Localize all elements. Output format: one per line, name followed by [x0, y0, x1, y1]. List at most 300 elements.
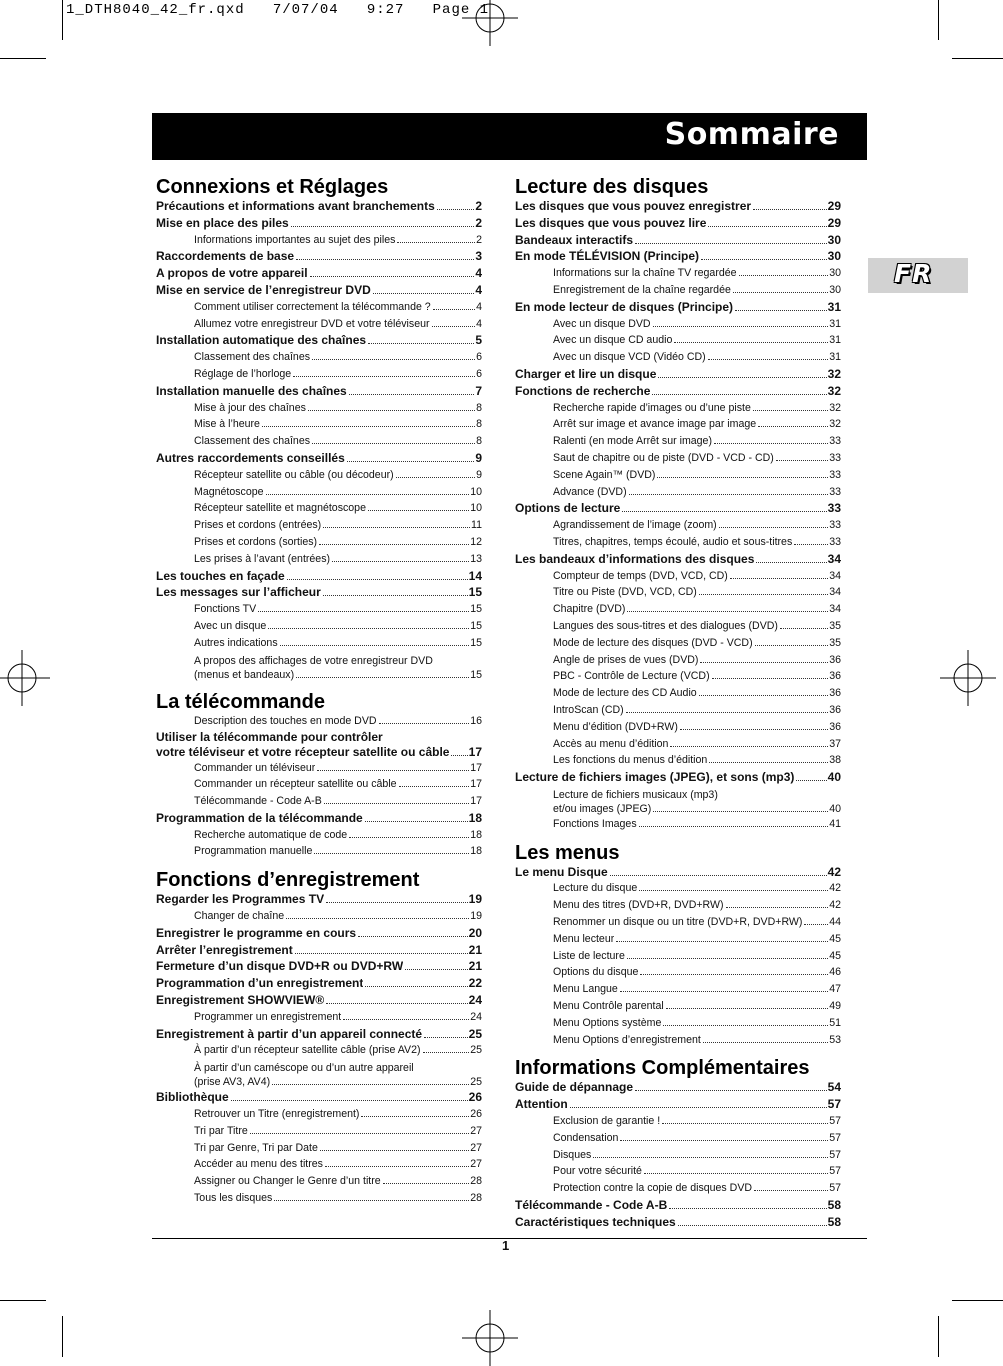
entry-page-number: 24 [468, 993, 482, 1008]
toc-entry[interactable] [515, 299, 841, 316]
toc-entry[interactable] [156, 568, 482, 585]
dot-leader [308, 410, 475, 411]
toc-entry[interactable] [156, 1190, 482, 1207]
dot-leader [262, 426, 475, 427]
toc-entry[interactable] [156, 416, 482, 433]
entry-page-number: 51 [829, 1016, 841, 1029]
entry-page-number: 12 [470, 535, 482, 548]
entry-label: À partir d’un caméscope ou d’un autre appareil [194, 1062, 414, 1075]
entry-label: Pour votre sécurité [553, 1165, 642, 1178]
entry-label: Raccordements de base [156, 249, 295, 264]
toc-entry[interactable] [156, 1173, 482, 1190]
entry-label: Assigner ou Changer le Genre d’un titre [194, 1175, 381, 1188]
toc-entry[interactable] [515, 1015, 841, 1032]
entry-page-number: 32 [829, 401, 841, 414]
dot-leader [644, 1173, 828, 1174]
toc-entry[interactable] [156, 366, 482, 383]
toc-entry[interactable] [156, 400, 482, 417]
toc-section [156, 176, 482, 682]
section-title: Les menus [515, 841, 620, 864]
entry-page-number: 6 [476, 351, 482, 364]
toc-right-column [515, 176, 841, 1231]
dot-leader [755, 645, 829, 646]
toc-entry[interactable] [515, 1163, 841, 1180]
toc-entry[interactable] [515, 383, 841, 400]
crop-mark [0, 1300, 46, 1301]
toc-entry[interactable] [515, 914, 841, 931]
entry-page-number: 16 [470, 714, 482, 727]
entry-page-number: 33 [829, 468, 841, 481]
entry-page-number: 24 [470, 1010, 482, 1023]
entry-label: Bandeaux interactifs [515, 232, 634, 247]
toc-entry[interactable] [156, 1140, 482, 1157]
entry-page-number: 2 [476, 233, 482, 246]
toc-entry[interactable] [515, 282, 841, 299]
dot-leader [730, 578, 828, 579]
entry-label: Programmer un enregistrement [194, 1010, 342, 1023]
toc-entry[interactable] [515, 964, 841, 981]
dot-leader [349, 394, 475, 395]
entry-label: Fonctions Images [553, 817, 637, 830]
entry-page-number: 30 [827, 249, 841, 264]
entry-label: Lecture du disque [553, 882, 638, 895]
toc-entry[interactable] [515, 1130, 841, 1147]
entry-page-number: 32 [827, 366, 841, 381]
entry-page-number: 17 [470, 761, 482, 774]
dot-leader [383, 1183, 470, 1184]
entry-page-number: 31 [829, 334, 841, 347]
entry-page-number: 58 [827, 1214, 841, 1229]
entry-label: Renommer un disque ou un titre (DVD+R, DVD+RW) [553, 916, 803, 929]
toc-entry[interactable] [156, 198, 482, 215]
entry-page-number: 36 [829, 720, 841, 733]
toc-entry[interactable] [156, 729, 482, 759]
toc-entry[interactable] [515, 786, 841, 816]
toc-entry[interactable] [156, 635, 482, 652]
dot-leader [653, 811, 828, 812]
dot-leader [312, 443, 475, 444]
entry-label: Télécommande - Code A-B [515, 1198, 668, 1213]
toc-entry[interactable] [156, 551, 482, 568]
entry-page-number: 46 [829, 966, 841, 979]
entry-page-number: 47 [829, 983, 841, 996]
toc-entry[interactable] [515, 400, 841, 417]
title-banner [152, 113, 867, 160]
crop-mark [938, 1316, 939, 1357]
entry-label: Commander un récepteur satellite ou câble [194, 778, 397, 791]
dot-leader [361, 1116, 469, 1117]
dot-leader [714, 443, 828, 444]
entry-label: Chapitre (DVD) [553, 603, 626, 616]
toc-entry[interactable] [515, 864, 841, 881]
toc-entry[interactable] [156, 500, 482, 517]
dot-leader [423, 1052, 470, 1053]
dot-leader [349, 837, 469, 838]
toc-section [515, 176, 841, 833]
toc-entry[interactable] [156, 713, 482, 730]
dot-leader [286, 918, 469, 919]
dot-leader [280, 645, 470, 646]
toc-entry[interactable] [515, 232, 841, 249]
toc-entry[interactable] [515, 500, 841, 517]
entry-label-continued: et/ou images (JPEG) [553, 802, 652, 815]
entry-label: PBC - Contrôle de Lecture (VCD) [553, 670, 710, 683]
toc-entry[interactable] [156, 282, 482, 299]
toc-entry[interactable] [156, 925, 482, 942]
entry-label: Langues des sous-titres et des dialogues (DVD) [553, 619, 778, 632]
toc-entry[interactable] [515, 568, 841, 585]
entry-page-number: 31 [829, 317, 841, 330]
entry-page-number: 27 [470, 1158, 482, 1171]
dot-leader [396, 477, 475, 478]
registration-mark-left [0, 650, 50, 706]
dot-leader [373, 293, 475, 294]
dot-leader [653, 326, 829, 327]
entry-page-number: 18 [468, 810, 482, 825]
entry-page-number: 34 [827, 551, 841, 566]
toc-entry[interactable] [515, 1147, 841, 1164]
toc-entry[interactable] [515, 467, 841, 484]
dot-leader [323, 527, 470, 528]
entry-page-number: 4 [476, 317, 482, 330]
registration-mark-bottom [462, 1310, 518, 1366]
dot-leader [258, 611, 469, 612]
entry-label: À partir d’un récepteur satellite câble (prise AV2) [194, 1044, 421, 1057]
entry-label-continued: (menus et bandeaux) [194, 668, 295, 681]
entry-label: Lecture de fichiers images (JPEG), et sons (mp3) [515, 770, 795, 785]
crop-mark [952, 1300, 1003, 1301]
dot-leader [753, 410, 828, 411]
entry-page-number: 33 [829, 519, 841, 532]
toc-entry[interactable] [156, 793, 482, 810]
toc-entry[interactable] [156, 618, 482, 635]
entry-page-number: 54 [827, 1080, 841, 1095]
toc-entry[interactable] [515, 349, 841, 366]
toc-entry[interactable] [515, 685, 841, 702]
entry-label: Disques [553, 1148, 592, 1161]
entry-page-number: 33 [829, 451, 841, 464]
entry-label: Protection contre la copie de disques DVD [553, 1182, 753, 1195]
toc-entry[interactable] [515, 601, 841, 618]
toc-entry[interactable] [156, 316, 482, 333]
dot-leader [399, 786, 470, 787]
entry-label: Le menu Disque [515, 864, 608, 879]
dot-leader [629, 494, 829, 495]
dot-leader [794, 544, 828, 545]
toc-entry[interactable] [156, 1009, 482, 1026]
entry-label: Classement des chaînes [194, 351, 311, 364]
toc-entry[interactable] [515, 948, 841, 965]
entry-page-number: 27 [470, 1141, 482, 1154]
entry-page-number: 4 [475, 282, 482, 297]
toc-entry[interactable] [515, 1180, 841, 1197]
entry-page-number: 2 [475, 199, 482, 213]
entry-page-number: 20 [468, 925, 482, 940]
toc-entry[interactable] [156, 517, 482, 534]
entry-page-number: 8 [476, 418, 482, 431]
entry-label: Les fonctions du menus d’édition [553, 754, 708, 767]
toc-entry[interactable] [515, 998, 841, 1015]
toc-entry[interactable] [515, 215, 841, 232]
toc-entry[interactable] [156, 1059, 482, 1089]
entry-label: Utiliser la télécommande pour contrôler [156, 730, 383, 745]
dot-leader [712, 678, 829, 679]
dot-leader [670, 746, 828, 747]
toc-entry[interactable] [156, 1042, 482, 1059]
entry-label: Caractéristiques techniques [515, 1214, 676, 1229]
entry-page-number: 29 [827, 199, 841, 213]
toc-entry[interactable] [515, 897, 841, 914]
dot-leader [323, 595, 468, 596]
dot-leader [293, 376, 475, 377]
dot-leader [266, 494, 470, 495]
dot-leader [287, 579, 468, 580]
toc-entry[interactable] [515, 1214, 841, 1231]
dot-leader [620, 991, 828, 992]
toc-entry[interactable] [156, 1123, 482, 1140]
entry-label: Advance (DVD) [553, 485, 627, 498]
toc-entry[interactable] [156, 215, 482, 232]
entry-label: Les prises à l’avant (entrées) [194, 552, 331, 565]
entry-label: Les disques que vous pouvez enregistrer [515, 199, 752, 213]
toc-entry[interactable] [515, 1079, 841, 1096]
toc-entry[interactable] [515, 752, 841, 769]
entry-label: Recherche automatique de code [194, 828, 348, 841]
toc-entry[interactable] [156, 467, 482, 484]
entry-label: Guide de dépannage [515, 1080, 634, 1095]
entry-page-number: 3 [475, 249, 482, 264]
entry-page-number: 19 [470, 910, 482, 923]
dot-leader [699, 594, 828, 595]
dot-leader [365, 821, 468, 822]
entry-page-number: 34 [829, 569, 841, 582]
entry-page-number: 35 [829, 636, 841, 649]
dot-leader [700, 662, 828, 663]
toc-entry[interactable] [515, 450, 841, 467]
entry-page-number: 15 [470, 636, 482, 649]
entry-page-number: 15 [470, 668, 482, 681]
entry-page-number: 17 [468, 744, 482, 759]
entry-page-number: 7 [475, 383, 482, 398]
toc-entry[interactable] [515, 551, 841, 568]
toc-entry[interactable] [515, 816, 841, 833]
toc-entry[interactable] [156, 760, 482, 777]
entry-label: Fonctions TV [194, 603, 257, 616]
toc-entry[interactable] [515, 931, 841, 948]
entry-page-number: 2 [475, 215, 482, 230]
entry-label: Menu Options système [553, 1016, 662, 1029]
entry-page-number: 10 [470, 502, 482, 515]
dot-leader [666, 1008, 828, 1009]
toc-entry[interactable] [156, 534, 482, 551]
entry-label: Récepteur satellite et magnétoscope [194, 502, 366, 515]
crop-mark [938, 0, 939, 40]
dot-leader [326, 902, 468, 903]
dot-leader [796, 780, 826, 781]
entry-label: Les disques que vous pouvez lire [515, 215, 707, 230]
toc-entry[interactable] [515, 1113, 841, 1130]
toc-entry[interactable] [515, 1032, 841, 1049]
toc-entry[interactable] [156, 332, 482, 349]
entry-page-number: 57 [829, 1165, 841, 1178]
toc-entry[interactable] [515, 584, 841, 601]
dot-leader [343, 1019, 469, 1020]
toc-entry[interactable] [156, 908, 482, 925]
entry-label: Attention [515, 1097, 568, 1112]
entry-label: Comment utiliser correctement la télécommande ? [194, 300, 431, 313]
toc-entry[interactable] [156, 1089, 482, 1106]
entry-page-number: 14 [468, 568, 482, 583]
toc-entry[interactable] [515, 981, 841, 998]
entry-page-number: 37 [829, 737, 841, 750]
entry-page-number: 30 [829, 283, 841, 296]
toc-entry[interactable] [515, 332, 841, 349]
entry-page-number: 10 [470, 485, 482, 498]
entry-page-number: 58 [827, 1198, 841, 1213]
dot-leader [358, 936, 468, 937]
toc-entry[interactable] [515, 769, 841, 786]
toc-entry[interactable] [156, 299, 482, 316]
toc-entry[interactable] [515, 517, 841, 534]
toc-entry[interactable] [515, 433, 841, 450]
toc-entry[interactable] [156, 1026, 482, 1043]
toc-entry[interactable] [515, 1096, 841, 1113]
entry-page-number: 17 [470, 778, 482, 791]
toc-entry[interactable] [156, 248, 482, 265]
toc-entry[interactable] [515, 534, 841, 551]
toc-entry[interactable] [156, 383, 482, 400]
section-title: Connexions et Réglages [156, 176, 389, 198]
toc-entry[interactable] [156, 827, 482, 844]
toc-entry[interactable] [515, 248, 841, 265]
entry-label: Autres raccordements conseillés [156, 450, 345, 465]
entry-page-number: 21 [468, 959, 482, 974]
entry-page-number: 57 [829, 1148, 841, 1161]
entry-page-number: 18 [470, 828, 482, 841]
toc-entry[interactable] [515, 316, 841, 333]
toc-entry[interactable] [515, 736, 841, 753]
entry-label: Changer de chaîne [194, 910, 285, 923]
toc-entry[interactable] [515, 652, 841, 669]
dot-leader [320, 1150, 469, 1151]
dot-leader [622, 511, 826, 512]
entry-page-number: 40 [827, 770, 841, 785]
toc-entry[interactable] [515, 702, 841, 719]
entry-label: Mode de lecture des CD Audio [553, 687, 697, 700]
entry-label: Récepteur satellite ou câble (ou décodeur) [194, 468, 394, 481]
toc-entry[interactable] [156, 601, 482, 618]
entry-label: Installation manuelle des chaînes [156, 383, 347, 398]
entry-label: Ralenti (en mode Arrêt sur image) [553, 435, 712, 448]
dot-leader [754, 1190, 828, 1191]
entry-label: Agrandissement de l’image (zoom) [553, 519, 717, 532]
entry-label: Avec un disque CD audio [553, 334, 673, 347]
toc-entry[interactable] [156, 891, 482, 908]
toc-entry[interactable] [156, 349, 482, 366]
entry-page-number: 5 [475, 333, 482, 348]
entry-page-number: 33 [829, 435, 841, 448]
dot-leader [317, 770, 469, 771]
toc-entry[interactable] [515, 416, 841, 433]
entry-page-number: 31 [829, 351, 841, 364]
entry-label: Menu Options d’enregistrement [553, 1033, 701, 1046]
toc-entry[interactable] [515, 366, 841, 383]
toc-entry[interactable] [515, 880, 841, 897]
dot-leader [657, 477, 828, 478]
entry-page-number: 31 [827, 299, 841, 314]
entry-page-number: 9 [476, 468, 482, 481]
crop-mark [0, 58, 46, 59]
crop-mark [952, 58, 1003, 59]
toc-entry[interactable] [156, 265, 482, 282]
toc-entry[interactable] [156, 942, 482, 959]
entry-page-number: 30 [829, 267, 841, 280]
entry-label: Tri par Titre [194, 1124, 248, 1137]
toc-entry[interactable] [156, 992, 482, 1009]
toc-entry[interactable] [156, 776, 482, 793]
toc-entry[interactable] [515, 484, 841, 501]
toc-entry[interactable] [156, 433, 482, 450]
dot-leader [639, 890, 828, 891]
entry-label: Prises et cordons (sorties) [194, 535, 318, 548]
section-title: Fonctions d’enregistrement [156, 869, 420, 892]
toc-entry[interactable] [515, 719, 841, 736]
printer-slug: 1_DTH8040_42_fr.qxd 7/07/04 9:27 Page 1 [66, 2, 490, 18]
dot-leader [296, 259, 474, 260]
entry-label: Arrêter l’enregistrement [156, 942, 293, 957]
entry-label: Allumez votre enregistreur DVD et votre téléviseur [194, 317, 430, 330]
toc-entry[interactable] [156, 843, 482, 860]
entry-page-number: 25 [470, 1044, 482, 1057]
entry-label: Enregistrement à partir d’un appareil connecté [156, 1026, 423, 1041]
toc-left-column [156, 176, 482, 1207]
entry-label: Mise à l’heure [194, 418, 260, 431]
entry-label: Arrêt sur image et avance image par image [553, 418, 757, 431]
entry-label: A propos de votre appareil [156, 266, 308, 281]
entry-page-number: 45 [829, 949, 841, 962]
toc-entry[interactable] [515, 668, 841, 685]
entry-page-number: 34 [829, 586, 841, 599]
toc-entry[interactable] [515, 635, 841, 652]
dot-leader [610, 875, 827, 876]
dot-leader [753, 209, 827, 210]
entry-label: IntroScan (CD) [553, 703, 624, 716]
dot-leader [368, 343, 474, 344]
toc-entry[interactable] [156, 652, 482, 682]
entry-page-number: 42 [827, 864, 841, 879]
dot-leader [295, 953, 468, 954]
toc-entry[interactable] [156, 975, 482, 992]
entry-label: Enregistrement SHOWVIEW® [156, 993, 325, 1008]
toc-entry[interactable] [515, 618, 841, 635]
dot-leader [703, 1042, 828, 1043]
toc-entry[interactable] [156, 1106, 482, 1123]
toc-entry[interactable] [515, 1197, 841, 1214]
toc-entry[interactable] [156, 584, 482, 601]
toc-entry[interactable] [515, 198, 841, 215]
toc-entry[interactable] [156, 450, 482, 467]
toc-entry[interactable] [156, 484, 482, 501]
crop-mark [62, 0, 63, 40]
toc-entry[interactable] [515, 265, 841, 282]
toc-section [156, 691, 482, 861]
entry-page-number: 29 [827, 215, 841, 230]
toc-entry[interactable] [156, 232, 482, 249]
entry-label: Tri par Genre, Tri par Date [194, 1141, 318, 1154]
toc-entry[interactable] [156, 1156, 482, 1173]
toc-entry[interactable] [156, 958, 482, 975]
toc-entry[interactable] [156, 810, 482, 827]
